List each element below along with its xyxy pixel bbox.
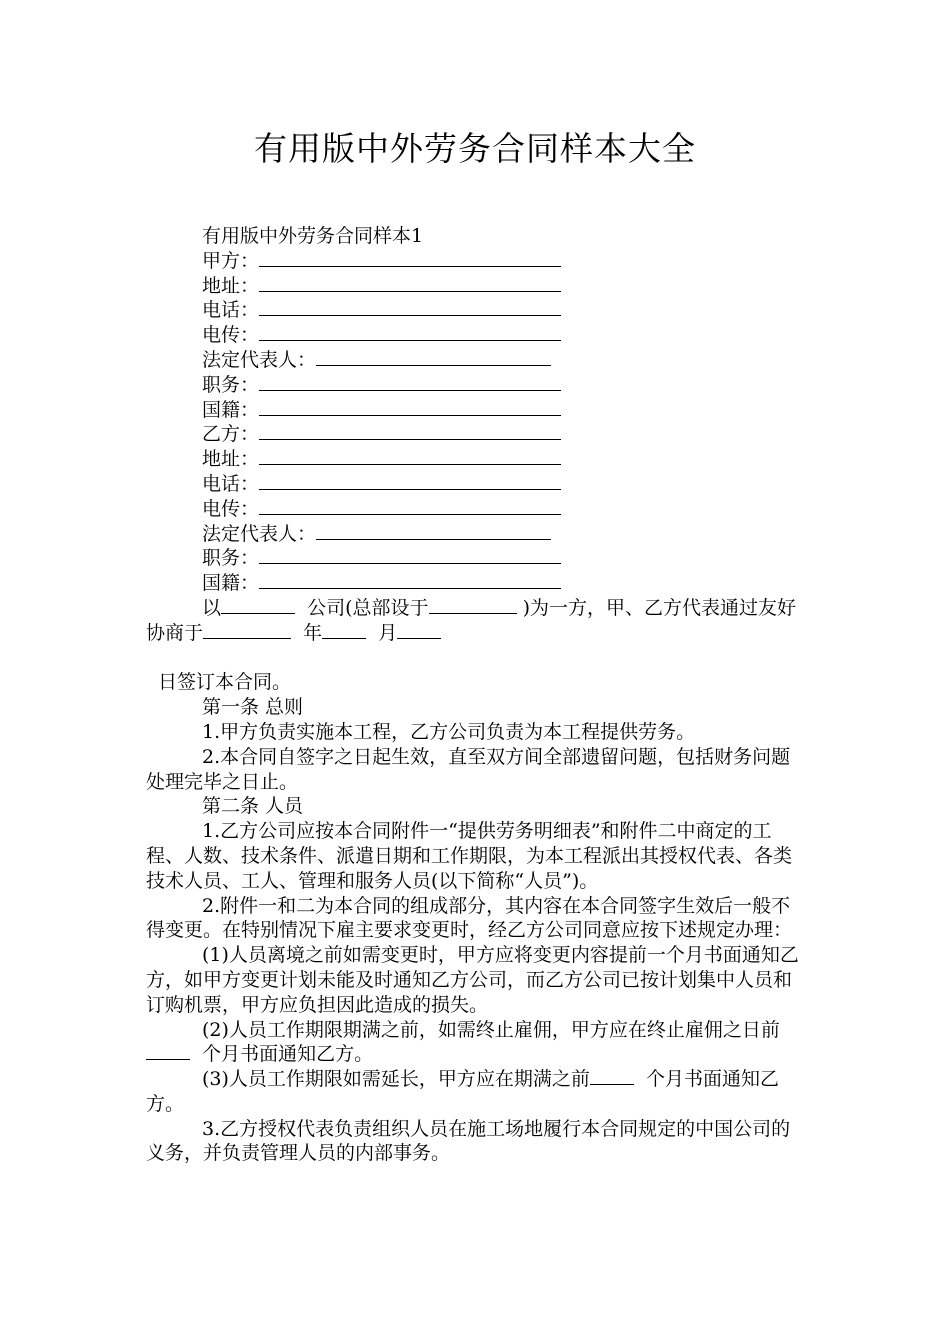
clause-text: 个月书面通知乙方。 [146, 1068, 780, 1115]
intro-text-1: 以 [202, 596, 222, 619]
field-blank-line [259, 447, 561, 465]
blank-line [203, 621, 291, 639]
field-label: 地址： [202, 448, 260, 471]
clause-paragraph: 3.乙方授权代表负责组织人员在施工场地履行本合同规定的中国公司的义务，并负责管理人员的内部事务。 [146, 1117, 791, 1165]
clause-paragraph: 第一条 总则 [202, 696, 304, 719]
field-blank-line [259, 472, 561, 490]
document-title: 有用版中外劳务合同样本大全 [254, 129, 696, 168]
field-label: 电传： [202, 324, 260, 347]
clause-paragraph: 第二条 人员 [202, 795, 304, 818]
party-fields [146, 249, 808, 596]
clause-paragraph [146, 1018, 808, 1068]
clause-text: 个月书面通知乙方。 [202, 1043, 374, 1066]
field-blank-line [259, 298, 561, 316]
blank-line [146, 1042, 190, 1060]
field-label: 国籍： [202, 572, 260, 595]
party-field [146, 373, 808, 398]
field-blank-line [316, 348, 551, 366]
field-blank-line [259, 323, 561, 341]
intro-text-2: 公司(总部设于 [307, 596, 429, 619]
intro-text-5: 月 [378, 621, 398, 644]
intro-text-4: 年 [303, 621, 323, 644]
field-blank-line [259, 497, 561, 515]
field-label: 地址： [202, 274, 260, 297]
party-field [146, 546, 808, 571]
clause-paragraph: 2.附件一和二为本合同的组成部分，其内容在本合同签字生效后一般不得变更。在特别情况下雇主要求变更时，经乙方公司同意应按下述规定办理： [146, 894, 793, 942]
party-field [146, 447, 808, 472]
intro-paragraph-end: 日签订本合同。 [158, 671, 292, 694]
field-label: 乙方： [202, 423, 260, 446]
field-blank-line [259, 546, 561, 564]
party-field [146, 323, 808, 348]
field-label: 电传： [202, 497, 260, 520]
clause-paragraph: 1.甲方负责实施本工程，乙方公司负责为本工程提供劳务。 [202, 720, 696, 743]
document-body [146, 224, 808, 1166]
field-label: 职务： [202, 547, 260, 570]
spacer [146, 646, 808, 671]
field-label: 电话： [202, 299, 260, 322]
section-subtitle: 有用版中外劳务合同样本1 [202, 225, 424, 247]
field-label: 法定代表人： [202, 522, 317, 545]
field-blank-line [259, 422, 561, 440]
field-label: 甲方： [202, 249, 260, 272]
field-blank-line [316, 522, 551, 540]
party-field [146, 398, 808, 423]
field-label: 职务： [202, 373, 260, 396]
field-label: 国籍： [202, 398, 260, 421]
clause-paragraph: 1.乙方公司应按本合同附件一“提供劳务明细表”和附件二中商定的工程、人数、技术条件、派遣日期和工作期限，为本工程派出其授权代表、各类技术人员、工人、管理和服务人员(以下简称“人员”)。 [146, 820, 793, 892]
field-blank-line [259, 249, 561, 267]
party-field [146, 249, 808, 274]
clause-paragraph: 2.本合同自签字之日起生效，直至双方间全部遗留问题，包括财务问题处理完毕之日止。 [146, 745, 791, 793]
party-field [146, 497, 808, 522]
party-field [146, 522, 808, 547]
clause-paragraph [146, 1067, 808, 1117]
blank-line [397, 621, 441, 639]
party-field [146, 348, 808, 373]
field-blank-line [259, 373, 561, 391]
clause-text: (3)人员工作期限如需延长，甲方应在期满之前 [202, 1068, 590, 1091]
intro-text-3: )为一方，甲、乙方代表通过友好协商于 [146, 596, 796, 644]
party-field [146, 422, 808, 447]
field-label: 电话： [202, 472, 260, 495]
field-blank-line [259, 398, 561, 416]
blank-line [590, 1067, 634, 1085]
party-field [146, 298, 808, 323]
clause-text: (2)人员工作期限期满之前，如需终止雇佣，甲方应在终止雇佣之日前 [202, 1018, 780, 1041]
party-field [146, 274, 808, 299]
blank-line [221, 596, 295, 614]
field-blank-line [259, 571, 561, 589]
field-label: 法定代表人： [202, 348, 317, 371]
blank-line [429, 596, 517, 614]
contract-clauses [146, 695, 808, 1017]
field-blank-line [259, 274, 561, 292]
intro-paragraph [146, 596, 808, 646]
blank-line [322, 621, 366, 639]
party-field [146, 472, 808, 497]
party-field [146, 571, 808, 596]
clause-paragraph: (1)人员离境之前如需变更时，甲方应将变更内容提前一个月书面通知乙方，如甲方变更计划未能及时通知乙方公司，而乙方公司已按计划集中人员和订购机票，甲方应负担因此造成的损失。 [146, 944, 799, 1016]
